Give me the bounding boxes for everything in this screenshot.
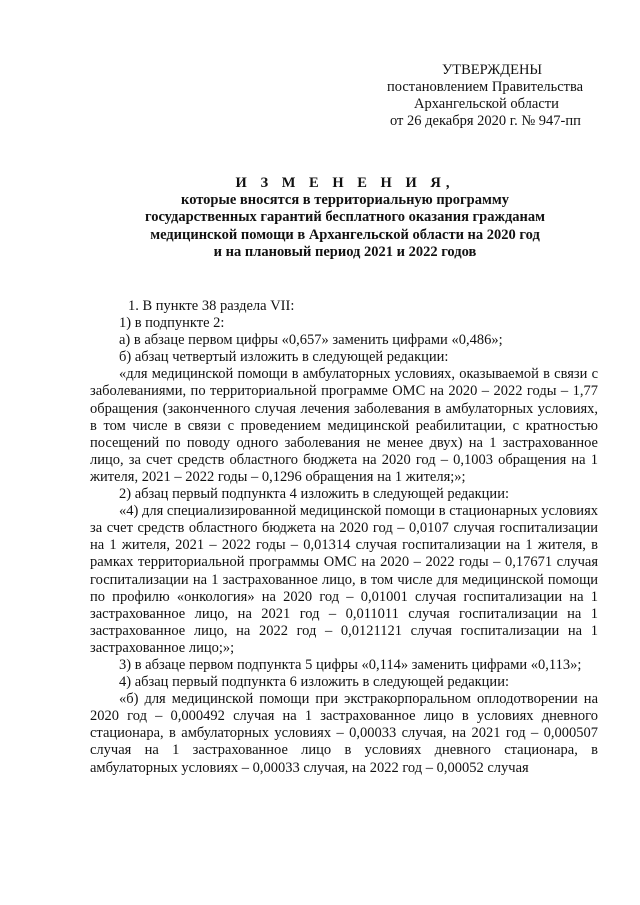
paragraph: а) в абзаце первом цифры «0,657» заменить цифрами «0,486»; [119, 332, 503, 349]
title-heading: И З М Е Н Е Н И Я, [235, 175, 455, 191]
paragraph: 4) абзац первый подпункта 6 изложить в следующей редакции: [119, 674, 509, 691]
approval-stamp [380, 62, 620, 130]
paragraph: б) абзац четвертый изложить в следующей редакции: [119, 349, 449, 366]
title-line-3: медицинской помощи в Архангельской области на 2020 год [150, 226, 540, 243]
document-title [90, 175, 600, 261]
approval-title: УТВЕРЖДЕНЫ [442, 62, 543, 78]
title-line-1: которые вносятся в территориальную программу [181, 192, 509, 209]
title-line-2: государственных гарантий бесплатного оказания гражданам [144, 209, 546, 226]
document-body [90, 298, 598, 777]
paragraph: 3) в абзаце первом подпункта 5 цифры «0,114» заменить цифрами «0,113»; [119, 656, 582, 673]
paragraph: «4) для специализированной медицинской помощи в стационарных условиях за счет средств областного бюджета на 2020 год – 0,0107 случая госпитализации на 1 жителя, 2021 – 2022 годы – 0,01314 случая госпитализации на 1 жителя, в рамках территориальной программы ОМС на 2020 – 2022 годы – 0,17671 случая госпитализации на 1 застрахованное лицо, в том числе для медицинской помощи по профилю «онкология» на 2020 год – 0,01001 случая госпитализации на 1 застрахованное лицо, на 2021 год – 0,011011 случая госпитализации на 1 застрахованное лицо, на 2022 год – 0,0121121 случая госпитализации на 1 застрахованное лицо;»; [90, 503, 598, 656]
paragraph: «для медицинской помощи в амбулаторных условиях, оказываемой в связи с заболеваниями, по территориальной программе ОМС на 2020 – 2022 годы – 1,77 обращения (законченного случая лечения заболевания в амбулаторных условиях, в том числе в связи с проведением медицинской реабилитации, с кратностью посещений по поводу одного заболевания не менее двух) на 1 застрахованное лицо, за счет средств областного бюджета на 2020 год – 0,1003 обращения на 1 жителя, 2021 – 2022 годы – 0,1296 обращения на 1 жителя;»; [90, 366, 598, 485]
paragraph: 2) абзац первый подпункта 4 изложить в следующей редакции: [119, 486, 509, 503]
paragraph: 1) в подпункте 2: [119, 315, 225, 332]
approval-line-3: Архангельской области [414, 96, 559, 112]
title-line-4: и на плановый период 2021 и 2022 годов [213, 243, 477, 260]
paragraph: 1. В пункте 38 раздела VII: [128, 298, 295, 314]
approval-line-2: постановлением Правительства [387, 79, 584, 95]
approval-date-number: от 26 декабря 2020 г. № 947-пп [390, 113, 581, 129]
paragraph: «б) для медицинской помощи при экстракорпоральном оплодотворении на 2020 год – 0,000492 случая на 1 застрахованное лицо в условиях дневного стационара, в амбулаторных условиях – 0,00033 случая, на 2021 год – 0,000507 случая на 1 застрахованное лицо в условиях дневного стационара, в амбулаторных условиях – 0,00033 случая, на 2022 год – 0,00052 случая [90, 691, 598, 776]
